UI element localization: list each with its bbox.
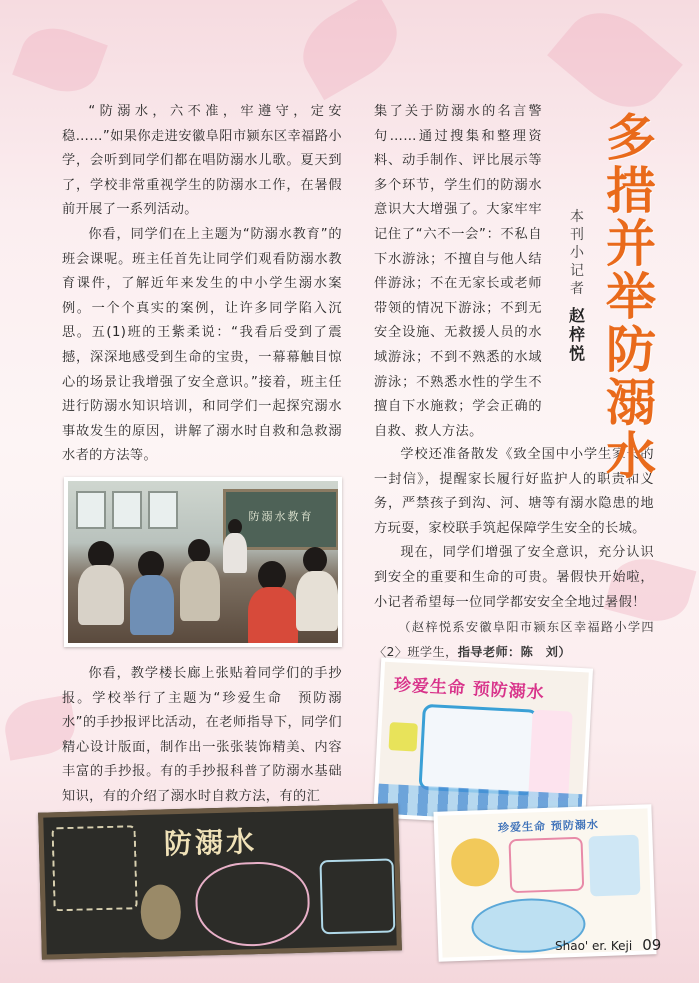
- poster1-title: 珍爱生命 预防溺水: [393, 675, 546, 704]
- title-char: 防: [606, 321, 656, 379]
- left-column-continued: [62, 662, 342, 810]
- paragraph-1: “防溺水，六不准，牢遵守，定安稳……”如果你走进安徽阜阳市颍东区幸福路小学，会听到同学们都在唱防溺水儿歌。夏天到了，学校非常重视学生的防溺水工作，在暑假前开展了一系列活动。: [62, 104, 342, 218]
- paragraph-5: 学校还准备散发《致全国中小学生家长的一封信》，提醒家长履行好监护人的职责和义务，严禁孩子到沟、河、塘等有溺水隐患的地方玩耍，家校联手筑起保障学生安全的长城。: [374, 447, 654, 536]
- handwritten-poster-1: [373, 658, 593, 829]
- byline-role-char: 小: [570, 245, 584, 261]
- title-char: 措: [606, 162, 656, 220]
- byline-role-char: 记: [570, 263, 584, 279]
- byline-name-char: 赵: [568, 306, 585, 325]
- byline-name-char: 悦: [568, 344, 585, 363]
- title-char: 多: [606, 109, 656, 167]
- right-column: [374, 100, 542, 444]
- petal-decoration: [289, 0, 411, 100]
- title-char: 举: [606, 268, 656, 326]
- author-note-text: （赵梓悦系安徽阜阳市颍东区幸福路小学四〈2〉班学生，: [374, 620, 654, 659]
- page-footer: [555, 936, 661, 954]
- blackboard-title: 防溺水: [163, 825, 258, 861]
- classroom-board-text: 防溺水教育: [248, 510, 314, 523]
- advisor-note: 指导老师：陈 刘）: [457, 644, 571, 659]
- byline-role-char: 者: [570, 281, 584, 297]
- petal-decoration: [12, 18, 108, 102]
- paragraph-4: 集了关于防溺水的名言警句……通过搜集和整理资料、动手制作、评比展示等多个环节，学生们的防溺水意识大大增强了。大家牢牢记住了“六不一会”：不私自下水游泳；不擅自与他人结伴游泳；不在无家长或老师带领的情况下游泳；不到无安全设施、无救援人员的水域游泳；不到不熟悉的水域游泳；不熟悉水性的学生不擅自下水施救；学会正确的自救、救人方法。: [374, 104, 542, 439]
- author-note: [374, 615, 654, 664]
- petal-decoration: [547, 0, 683, 126]
- left-column: [62, 100, 342, 469]
- byline-role-char: 本: [570, 209, 584, 225]
- title-char: 溺: [606, 374, 656, 432]
- paragraph-2: 你看，同学们在上主题为“防溺水教育”的班会课呢。班主任首先让同学们观看防溺水教育课件，了解近年来发生的中小学生溺水案例。一个个真实的案例，让许多同学陷入沉思。五(1)班的王紫柔说：“我看后受到了震撼，深深地感受到生命的宝贵，一幕幕触目惊心的场景让我增强了安全意识。”接着，班主任进行防溺水知识培训，和同学们一起探究溺水事故发生的原因，讲解了溺水时自救和急救溺水者的方法等。: [62, 226, 342, 464]
- title-char: 水: [606, 427, 656, 485]
- byline-name-char: 梓: [568, 325, 585, 344]
- paragraph-6: 现在，同学们增强了安全意识，充分认识到安全的重要和生命的可贵。暑假快开始啦，小记者希望每一位同学都安安全全地过暑假！: [374, 545, 654, 610]
- poster2-title: 珍爱生命 预防溺水: [497, 818, 600, 835]
- byline: [566, 208, 588, 363]
- paragraph-3: 你看，教学楼长廊上张贴着同学们的手抄报。学校举行了主题为“珍爱生命 预防溺水”的手抄报评比活动，在老师指导下，同学们精心设计版面，制作出一张张装饰精美、内容丰富的手抄报。有的手抄报科普了防溺水基础知识，有的介绍了溺水时自救方法，有的汇: [62, 666, 342, 804]
- page-number: 09: [642, 936, 662, 954]
- article-title: [600, 109, 662, 485]
- blackboard-newspaper: [38, 803, 402, 959]
- classroom-photo: [64, 477, 342, 647]
- magazine-name: Shao' er. Keji: [555, 939, 633, 953]
- byline-role-char: 刊: [570, 227, 584, 243]
- title-char: 并: [606, 215, 656, 273]
